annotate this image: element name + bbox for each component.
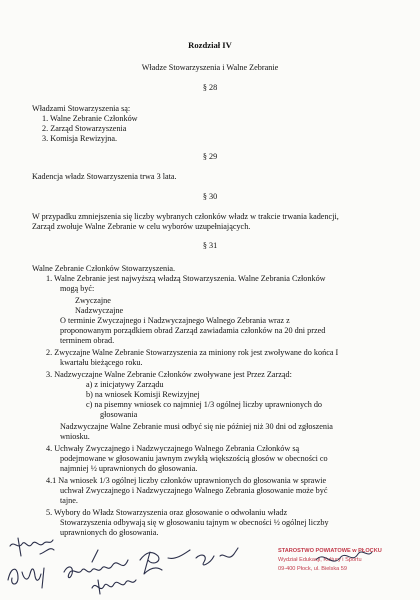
paragraph-line: tajne. xyxy=(60,496,78,505)
paragraph-line: 5. Wybory do Władz Stowarzyszenia oraz głosowanie o odwołaniu władz xyxy=(46,508,288,517)
list-item: Zwyczajne xyxy=(75,296,111,305)
paragraph-line: W przypadku zmniejszenia się liczby wybranych członków władz w trakcie trwania kadencji, xyxy=(32,212,339,221)
paragraph-line: Nadzwyczajne Walne Zebranie musi odbyć się nie później niż 30 dni od zgłoszenia xyxy=(60,422,333,431)
paragraph-line: 4. Uchwały Zwyczajnego i Nadzwyczajnego Walnego Zebrania Członków są xyxy=(46,444,300,453)
chapter-title: Rozdział IV xyxy=(188,40,232,50)
paragraph-line: Zarząd zwołuje Walne Zebranie w celu wyborów uzupełniających. xyxy=(32,222,251,231)
signature-4 xyxy=(140,548,238,574)
paragraph-line: najmniej ½ uprawnionych do głosowania. xyxy=(60,464,198,473)
paragraph-line: uchwał Zwyczajnego i Nadzwyczajnego Walnego Zebrania głosowanie może być xyxy=(60,486,328,495)
signature-1 xyxy=(10,538,54,556)
list-item: 3. Komisja Rewizyjna. xyxy=(42,134,118,143)
section-28-title: § 28 xyxy=(202,83,218,92)
signatures xyxy=(0,532,280,600)
paragraph-line: Stowarzyszenia odbywają się w głosowaniu tajnym w obecności ½ ogólnej liczby xyxy=(60,518,329,527)
signature-3 xyxy=(64,550,128,578)
list-item: b) na wniosek Komisji Rewizyjnej xyxy=(86,390,200,399)
section-29-text: Kadencja władz Stowarzyszenia trwa 3 lata. xyxy=(32,172,177,181)
signature-2 xyxy=(8,568,44,588)
chapter-heading: Władze Stowarzyszenia i Walne Zebranie xyxy=(141,63,279,72)
section-31-intro: Walne Zebranie Członków Stowarzyszenia. xyxy=(32,264,176,273)
paragraph-line: O terminie Zwyczajnego i Nadzwyczajnego Walnego Zebrania wraz z xyxy=(60,316,290,325)
stamp-line-2: Wydział Edukacji, Kultury i Sportu xyxy=(278,557,362,563)
signature-5 xyxy=(92,580,136,594)
paragraph-line: kwartału bieżącego roku. xyxy=(60,358,143,367)
paragraph-line: mogą być: xyxy=(60,284,95,293)
paragraph-line: wniosku. xyxy=(60,432,90,441)
section-28-intro: Władzami Stowarzyszenia są: xyxy=(32,104,131,113)
paragraph-line: uprawnionych do głosowania. xyxy=(60,528,159,537)
paragraph-line: 3. Nadzwyczajne Walne Zebranie Członków zwoływane jest Przez Zarząd: xyxy=(46,370,292,379)
paragraph-line: proponowanym porządkiem obrad Zarząd zawiadamia członków na 20 dni przed xyxy=(60,326,326,335)
stamp-scribble xyxy=(276,546,416,592)
paragraph-line: 4.1 Na wniosek 1/3 ogólnej liczby członków uprawnionych do głosowania w sprawie xyxy=(46,476,327,485)
list-item: głosowania xyxy=(100,410,138,419)
stamp-line-3: 09-400 Płock, ul. Bielska 59 xyxy=(278,566,348,572)
paragraph-line: terminem obrad. xyxy=(60,336,115,345)
paragraph-line: 1. Walne Zebranie jest najwyższą władzą Stowarzyszenia. Walne Zebrania Członków xyxy=(46,274,326,283)
paragraph-line: 2. Zwyczajne Walne Zebranie Stowarzyszenia za miniony rok jest zwoływane do końca I xyxy=(46,348,339,357)
office-stamp xyxy=(276,546,416,592)
list-item: 1. Walne Zebranie Członków xyxy=(42,114,138,123)
paragraph-line: podejmowane w głosowaniu jawnym zwykłą większością głosów w obecności co xyxy=(60,454,328,463)
list-item: Nadzwyczajne xyxy=(75,306,124,315)
stamp-line-1: STAROSTWO POWIATOWE w PŁOCKU xyxy=(278,548,382,554)
section-30-title: § 30 xyxy=(202,192,218,201)
list-item: a) z inicjatywy Zarządu xyxy=(86,380,164,389)
list-item: c) na pisemny wniosek co najmniej 1/3 ogólnej liczby uprawnionych do xyxy=(86,400,323,409)
list-item: 2. Zarząd Stowarzyszenia xyxy=(42,124,127,133)
section-31-title: § 31 xyxy=(202,241,218,250)
section-29-title: § 29 xyxy=(202,152,218,161)
